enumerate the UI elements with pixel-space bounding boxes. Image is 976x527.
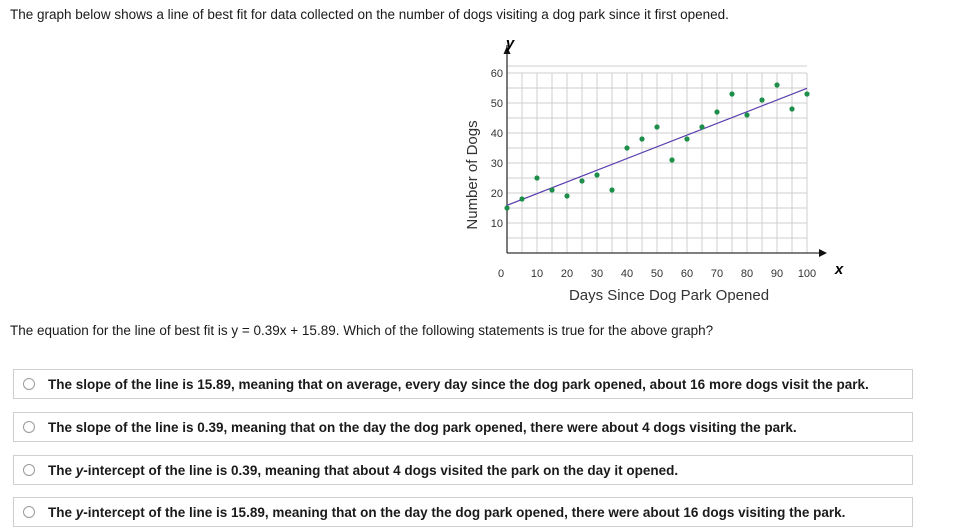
x-axis-letter: x	[834, 261, 844, 278]
data-point	[579, 178, 584, 183]
data-point	[684, 136, 689, 141]
x-tick-label: 50	[650, 268, 664, 280]
data-point	[504, 205, 509, 210]
option-label: The slope of the line is 0.39, meaning that on the day the dog park opened, there were about 4 dogs visiting the park.	[48, 419, 797, 435]
data-point	[804, 91, 809, 96]
x-tick-label: 30	[590, 268, 604, 280]
data-point	[774, 82, 779, 87]
data-point	[624, 145, 629, 150]
data-point	[534, 175, 539, 180]
radio-button[interactable]	[23, 506, 35, 518]
data-point	[564, 193, 569, 198]
question-text: The graph below shows a line of best fit for data collected on the number of dogs visiting a dog park since it first opened.	[10, 7, 729, 22]
x-tick-label: 10	[530, 268, 544, 280]
x-axis-title: Days Since Dog Park Opened	[568, 287, 770, 304]
data-point	[549, 187, 554, 192]
data-point	[744, 112, 749, 117]
data-point	[669, 157, 674, 162]
y-tick-label: 20	[490, 188, 503, 200]
answer-option-2[interactable]	[13, 412, 913, 442]
data-point	[699, 124, 704, 129]
x-tick-label: 80	[740, 268, 754, 280]
data-point	[759, 97, 764, 102]
x-tick-label: 100	[797, 268, 817, 280]
answer-option-4[interactable]	[13, 497, 913, 527]
data-point	[594, 172, 599, 177]
radio-button[interactable]	[23, 464, 35, 476]
x-tick-label: 40	[620, 268, 634, 280]
option-label: The y-intercept of the line is 15.89, meaning that on the day the dog park opened, there were about 16 dogs visiting the park.	[48, 504, 846, 520]
radio-button[interactable]	[23, 378, 35, 390]
radio-button[interactable]	[23, 421, 35, 433]
x-tick-label: 70	[710, 268, 724, 280]
data-point	[639, 136, 644, 141]
y-tick-label: 10	[490, 218, 503, 230]
data-point	[609, 187, 614, 192]
data-point	[789, 106, 794, 111]
answer-option-3[interactable]	[13, 455, 913, 485]
data-point	[519, 196, 524, 201]
equation-text: The equation for the line of best fit is y = 0.39x + 15.89. Which of the following statements is true for the above graph?	[10, 323, 714, 338]
data-point	[714, 109, 719, 114]
x-tick-label: 20	[560, 268, 574, 280]
y-axis-letter: y	[505, 35, 515, 52]
data-point	[654, 124, 659, 129]
y-axis-title: Number of Dogs	[464, 120, 481, 230]
x-axis-arrow	[819, 249, 827, 257]
y-tick-label: 40	[490, 128, 503, 140]
answer-option-1[interactable]	[13, 369, 913, 399]
option-label: The slope of the line is 15.89, meaning that on average, every day since the dog park opened, about 16 more dogs visit the park.	[48, 376, 869, 392]
x-tick-label: 90	[770, 268, 784, 280]
y-tick-label: 60	[490, 68, 503, 80]
data-point	[729, 91, 734, 96]
y-tick-label: 50	[490, 98, 503, 110]
option-label: The y-intercept of the line is 0.39, meaning that about 4 dogs visited the park on the day it opened.	[48, 462, 679, 478]
x-tick-label: 60	[680, 268, 694, 280]
y-tick-label: 30	[490, 158, 503, 170]
origin-label: 0	[497, 268, 505, 280]
